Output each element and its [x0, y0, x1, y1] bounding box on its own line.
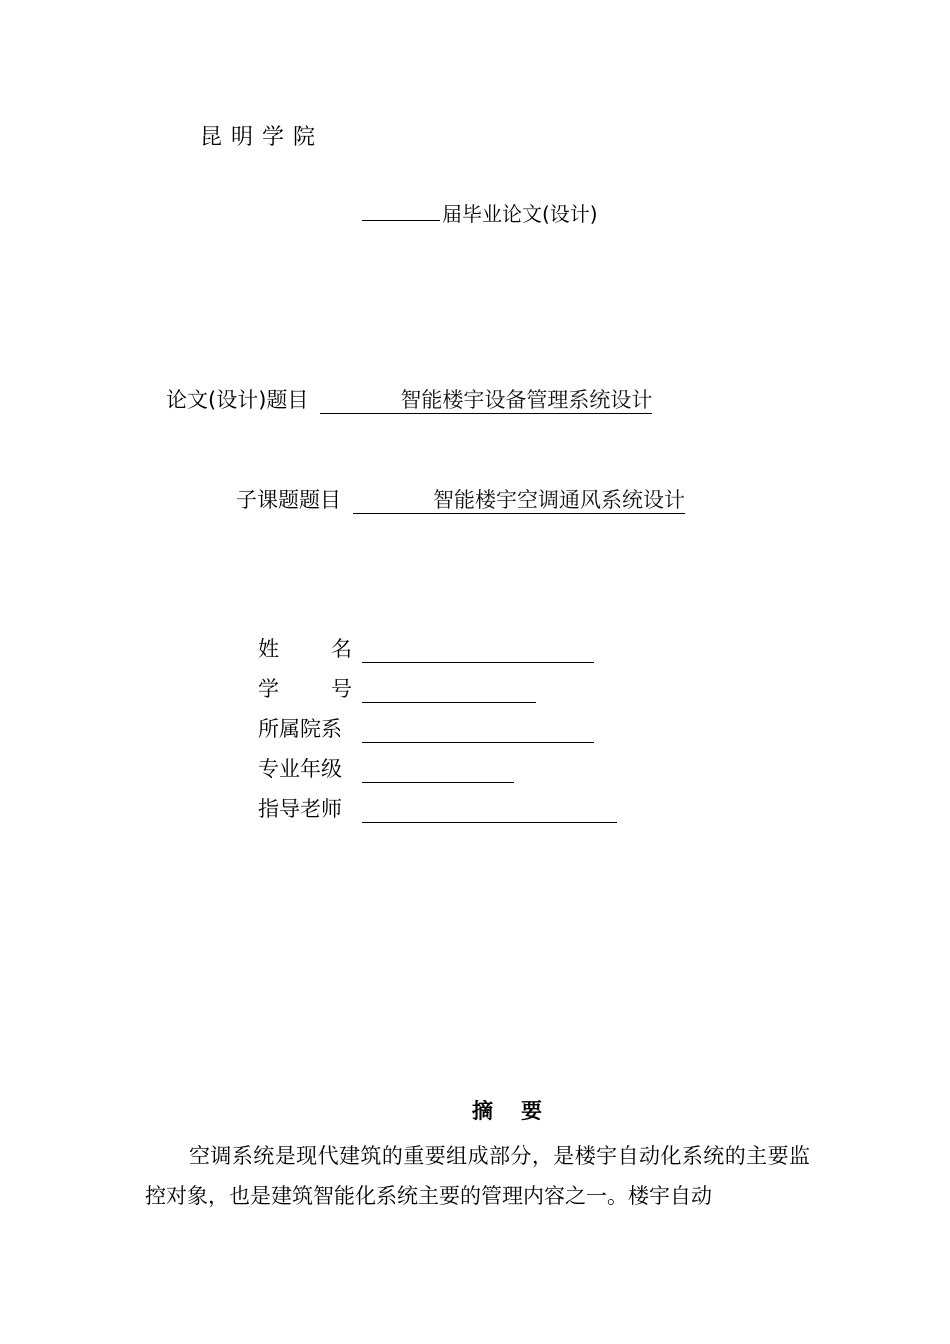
subtitle-text: 届毕业论文(设计) — [442, 202, 598, 226]
major-row — [258, 753, 514, 783]
thesis-topic-label: 论文(设计)题目 — [166, 388, 309, 412]
department-label: 所属院系 — [258, 717, 342, 741]
sub-topic-row — [236, 484, 685, 514]
thesis-topic-value: 智能楼宇设备管理系统设计 — [320, 387, 652, 414]
abstract-body: 空调系统是现代建筑的重要组成部分，是楼宇自动化系统的主要监控对象，也是建筑智能化系统主要的管理内容之一。楼宇自动 — [145, 1144, 810, 1208]
department-row — [258, 713, 594, 743]
student-id-label — [258, 673, 352, 703]
student-id-label-char-2: 号 — [331, 677, 352, 701]
department-blank-line — [362, 722, 594, 743]
advisor-row — [258, 793, 617, 823]
sub-topic-value: 智能楼宇空调通风系统设计 — [353, 487, 685, 514]
abstract-title: 摘要 — [472, 1099, 570, 1123]
advisor-label: 指导老师 — [258, 797, 342, 821]
major-blank-line — [362, 762, 514, 783]
name-row — [258, 633, 594, 663]
name-blank-line — [362, 642, 594, 663]
school-name: 昆明学院 — [200, 125, 325, 150]
student-id-blank-line — [362, 682, 536, 703]
name-label-char-2: 名 — [331, 637, 352, 661]
sub-topic-label: 子课题题目 — [236, 488, 341, 512]
thesis-subtitle — [362, 198, 598, 227]
student-id-row — [258, 673, 536, 703]
name-label — [258, 633, 352, 663]
thesis-topic-row — [166, 384, 652, 414]
major-label: 专业年级 — [258, 757, 342, 781]
year-blank-line — [362, 202, 440, 221]
student-id-label-char-1: 学 — [258, 677, 279, 701]
advisor-blank-line — [362, 802, 617, 823]
name-label-char-1: 姓 — [258, 637, 279, 661]
